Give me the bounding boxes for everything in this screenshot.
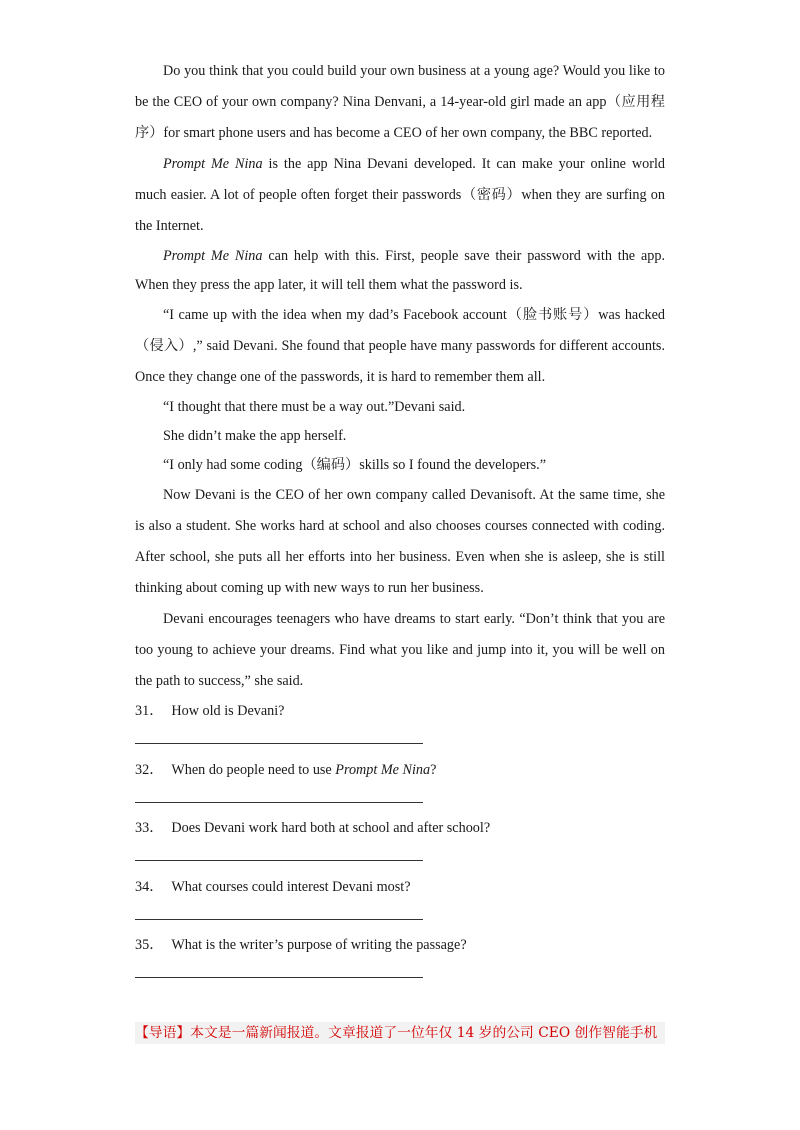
paragraph-3-text: can help with this. First, people save their password with the app. When they press the app later, it will tell them what the password is. xyxy=(135,248,666,293)
app-name: Prompt Me Nina xyxy=(163,248,263,264)
answer-line[interactable] xyxy=(135,743,423,744)
question-number: 31． xyxy=(135,703,164,719)
question-text: What is the writer’s purpose of writing the passage? xyxy=(171,937,467,953)
question-text: When do people need to use xyxy=(171,761,336,778)
answer-line[interactable] xyxy=(135,860,423,861)
paragraph-6: She didn’t make the app herself. xyxy=(163,428,347,444)
question-number: 35． xyxy=(135,937,164,953)
question-34 xyxy=(135,873,665,932)
paragraph-9: Devani encourages teenagers who have dreams to start early. “Don’t think that you are too young to achieve your dreams. Find what you like and jump into it, you will be well on the path to success,” she said. xyxy=(135,611,665,689)
reading-passage xyxy=(135,56,665,697)
answer-line[interactable] xyxy=(135,919,423,920)
question-text-end: ? xyxy=(430,761,437,778)
question-number: 34． xyxy=(135,878,164,895)
question-number: 32． xyxy=(135,761,164,778)
answer-line[interactable] xyxy=(135,977,423,978)
paragraph-5: “I thought that there must be a way out.”Devani said. xyxy=(163,399,466,415)
paragraph-3 xyxy=(135,242,665,300)
question-text: How old is Devani? xyxy=(171,703,285,719)
paragraph-1: Do you think that you could build your own business at a young age? Would you like to be the CEO of your own company? Nina Denvani, a 14-year-old girl made an app（应用程序）for smart phone users and has become a CEO of her own company, the BBC reported. xyxy=(135,63,665,141)
question-33 xyxy=(135,814,665,873)
question-text: Does Devani work hard both at school and after school? xyxy=(171,820,491,836)
question-35 xyxy=(135,931,665,990)
question-text: What courses could interest Devani most? xyxy=(171,878,411,895)
question-31 xyxy=(135,697,665,756)
intro-note: 【导语】本文是一篇新闻报道。文章报道了一位年仅 14 岁的公司 CEO 创作智能手机 xyxy=(135,1022,665,1044)
paragraph-2 xyxy=(135,149,665,242)
paragraph-4: “I came up with the idea when my dad’s Facebook account（脸书账号）was hacked（侵入）,” said Devani. She found that people have many passwords for different accounts. Once they change one of the passwords, it is hard to remember them all. xyxy=(135,307,665,385)
app-name: Prompt Me Nina xyxy=(163,156,263,172)
paragraph-7: “I only had some coding（编码）skills so I found the developers.” xyxy=(163,457,546,473)
answer-line[interactable] xyxy=(135,802,423,803)
question-number: 33． xyxy=(135,820,164,836)
paragraph-2-text: is the app Nina Devani developed. It can make your online world much easier. A lot of people often forget their passwords（密码）when they are surfing on the Internet. xyxy=(135,156,665,234)
question-list xyxy=(135,697,665,990)
app-name: Prompt Me Nina xyxy=(335,761,431,778)
question-32 xyxy=(135,756,665,815)
paragraph-8: Now Devani is the CEO of her own company called Devanisoft. At the same time, she is also a student. She works hard at school and also chooses courses connected with coding. After school, she puts all her efforts into her business. Even when she is asleep, she is still thinking about coming up with new ways to run her business. xyxy=(135,487,665,596)
